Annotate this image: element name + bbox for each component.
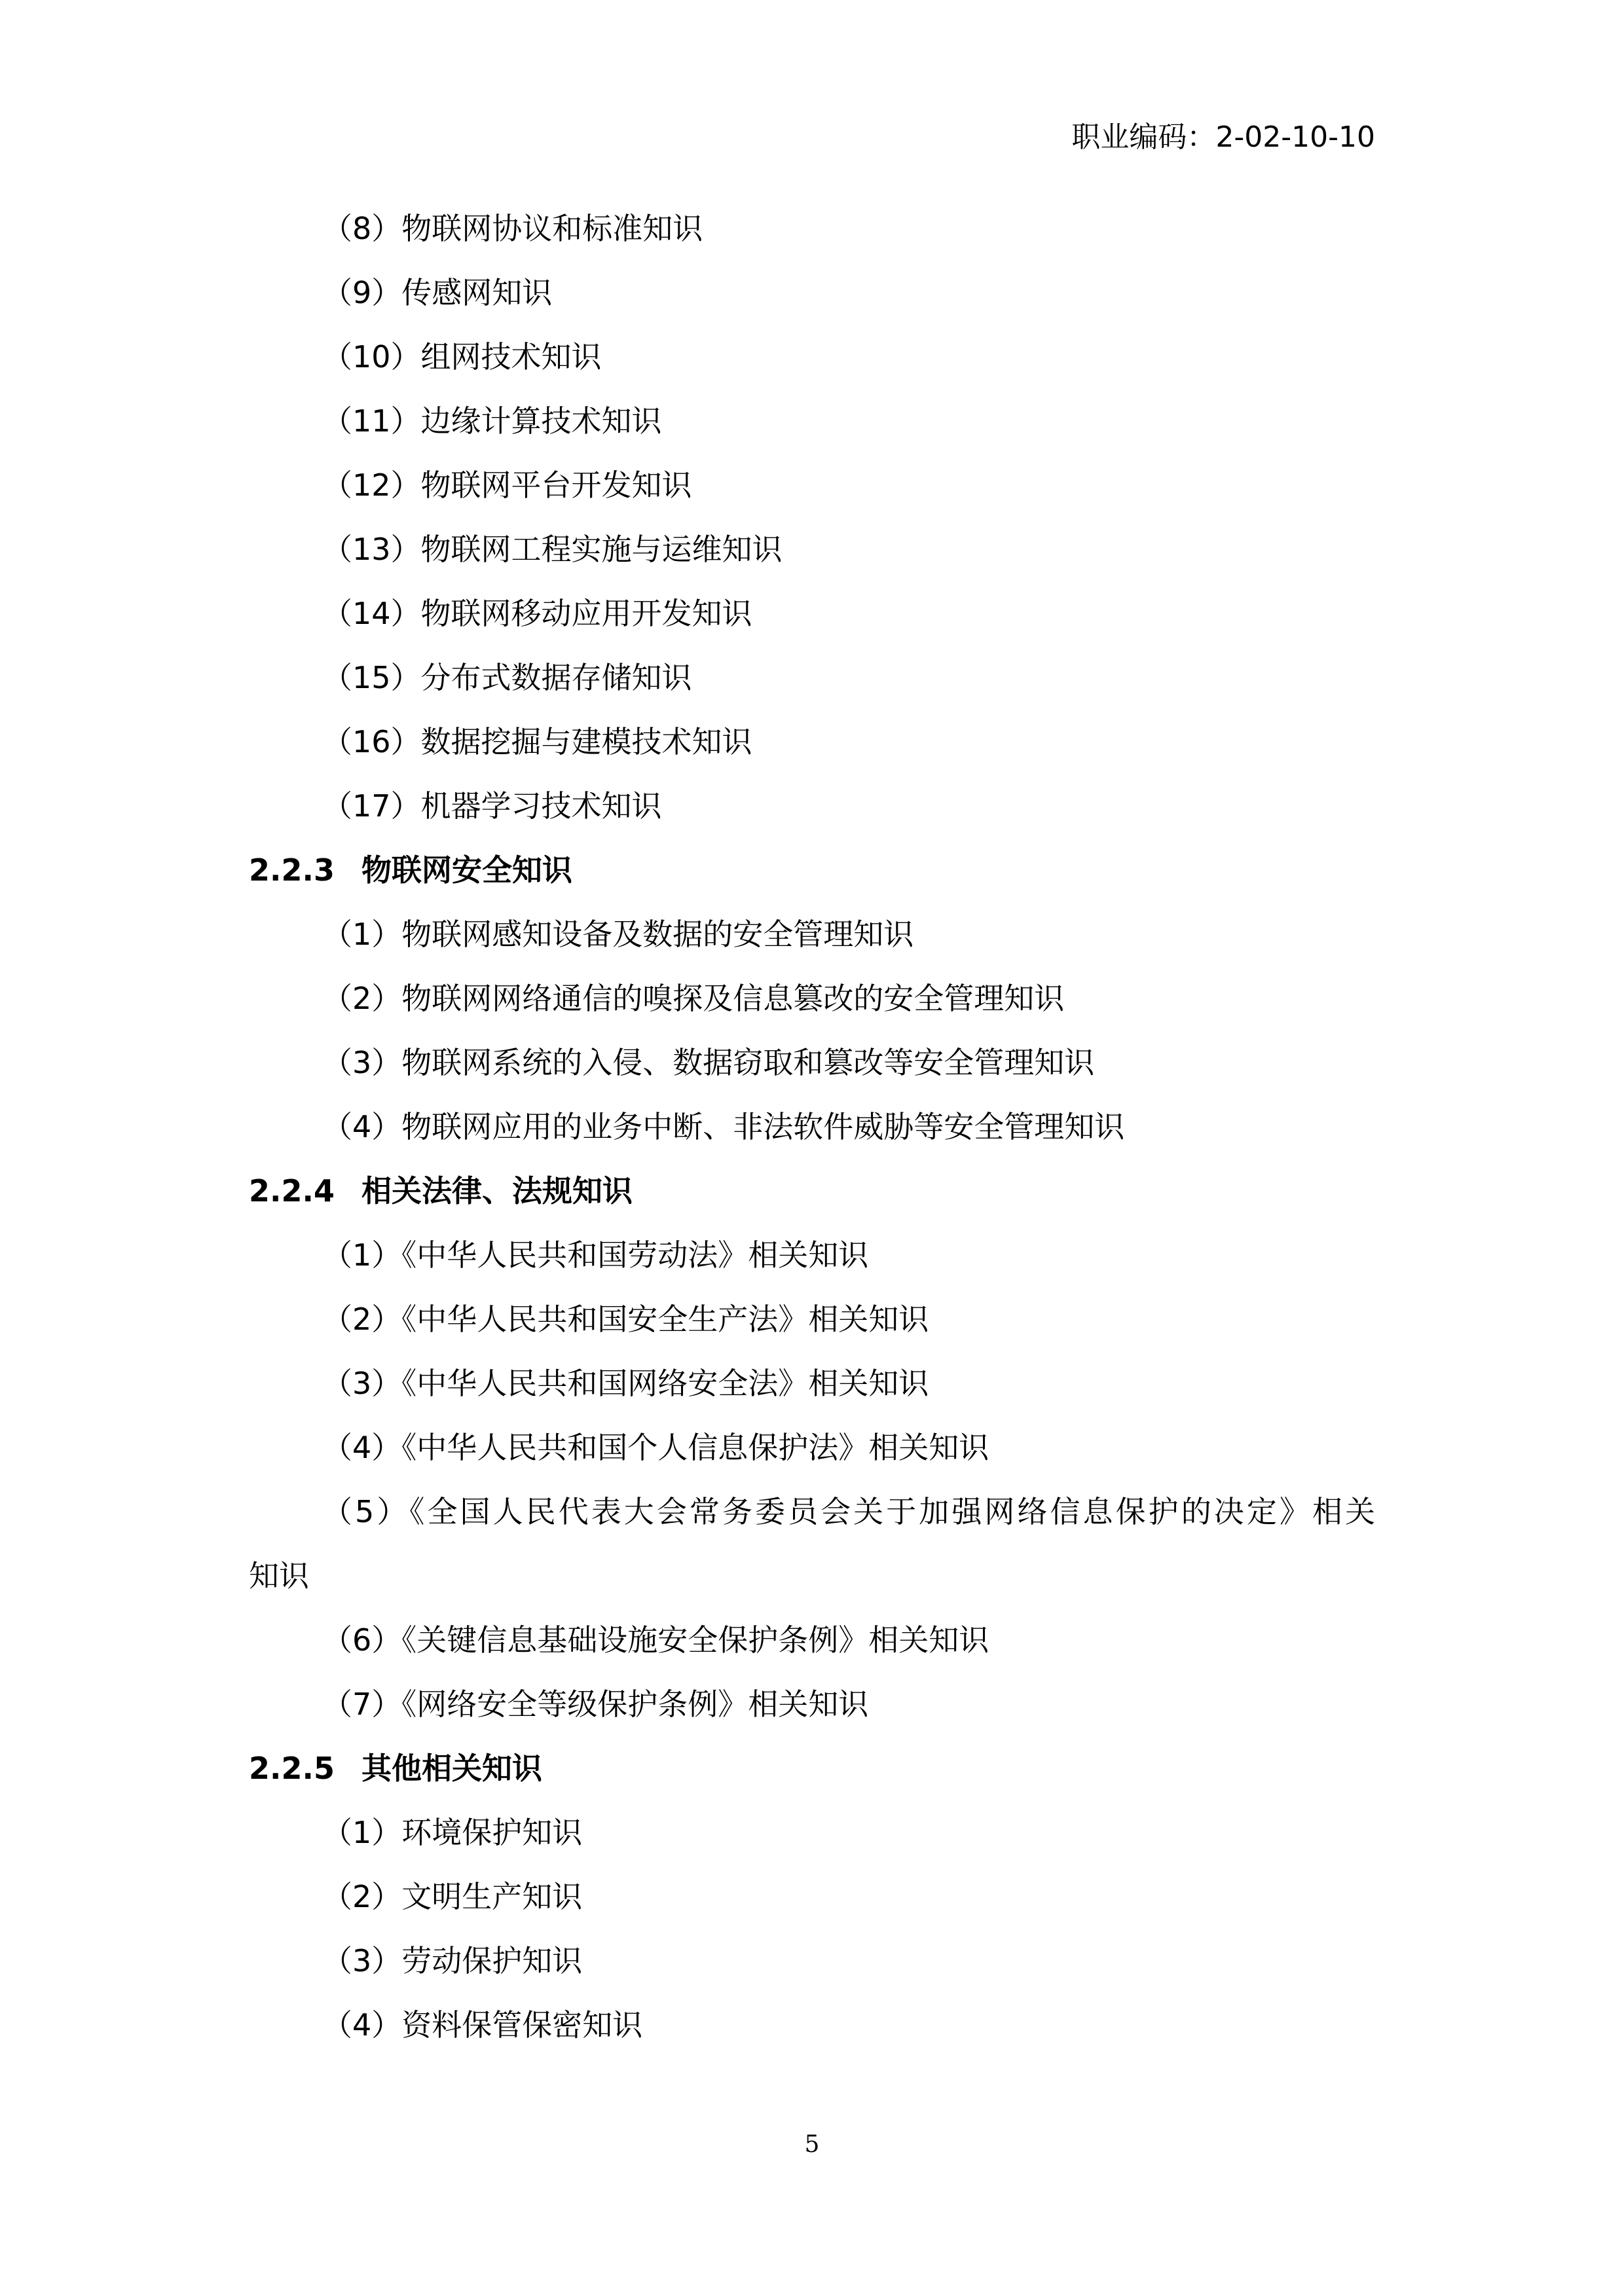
section-heading-2-2-3 (249, 838, 1375, 902)
page-number: 5 (804, 2131, 820, 2158)
section-number: 2.2.3 (249, 852, 335, 888)
list-item: （2）文明生产知识 (322, 1879, 583, 1914)
list-item: （15）分布式数据存储知识 (322, 660, 692, 695)
list-item-line: （5）《全国人民代表大会常务委员会关于加强网络信息保护的决定》相关 (322, 1494, 1375, 1529)
section-heading-2-2-5 (249, 1736, 1375, 1800)
section-number: 2.2.5 (249, 1751, 335, 1786)
section-number: 2.2.4 (249, 1173, 335, 1209)
occupation-code: 职业编码：2-02-10-10 (1071, 120, 1375, 154)
list-item: （13）物联网工程实施与运维知识 (322, 532, 783, 567)
list-item: （6）《关键信息基础设施安全保护条例》相关知识 (322, 1622, 989, 1658)
list-item: （3）物联网系统的入侵、数据窃取和篡改等安全管理知识 (322, 1045, 1095, 1080)
list-item: （11）边缘计算技术知识 (322, 403, 662, 439)
list-item: （1）环境保护知识 (322, 1815, 583, 1850)
list-item: （9）传感网知识 (322, 275, 553, 310)
section-heading-2-2-4 (249, 1159, 1375, 1223)
list-item: （4）资料保管保密知识 (322, 2007, 643, 2043)
list-item: （17）机器学习技术知识 (322, 788, 662, 824)
list-item: （2）物联网网络通信的嗅探及信息篡改的安全管理知识 (322, 981, 1065, 1016)
section-title: 相关法律、法规知识 (361, 1173, 633, 1209)
list-item: （10）组网技术知识 (322, 339, 602, 374)
list-item: （3）《中华人民共和国网络安全法》相关知识 (322, 1366, 929, 1401)
list-item: （4）物联网应用的业务中断、非法软件威胁等安全管理知识 (322, 1109, 1125, 1144)
list-item: （1）《中华人民共和国劳动法》相关知识 (322, 1237, 869, 1273)
list-item: （4）《中华人民共和国个人信息保护法》相关知识 (322, 1430, 989, 1465)
list-item: （12）物联网平台开发知识 (322, 467, 692, 503)
section-title: 物联网安全知识 (361, 852, 572, 888)
page-content (249, 196, 1375, 2057)
list-item-line: 知识 (249, 1558, 309, 1594)
list-item: （3）劳动保护知识 (322, 1943, 583, 1978)
list-item: （16）数据挖掘与建模技术知识 (322, 724, 752, 759)
list-item: （8）物联网协议和标准知识 (322, 211, 703, 246)
list-item: （2）《中华人民共和国安全生产法》相关知识 (322, 1302, 929, 1337)
list-item-wrapped (249, 1480, 1375, 1608)
list-item: （1）物联网感知设备及数据的安全管理知识 (322, 917, 914, 952)
list-item: （14）物联网移动应用开发知识 (322, 596, 752, 631)
section-title: 其他相关知识 (361, 1751, 542, 1786)
list-item: （7）《网络安全等级保护条例》相关知识 (322, 1686, 869, 1722)
